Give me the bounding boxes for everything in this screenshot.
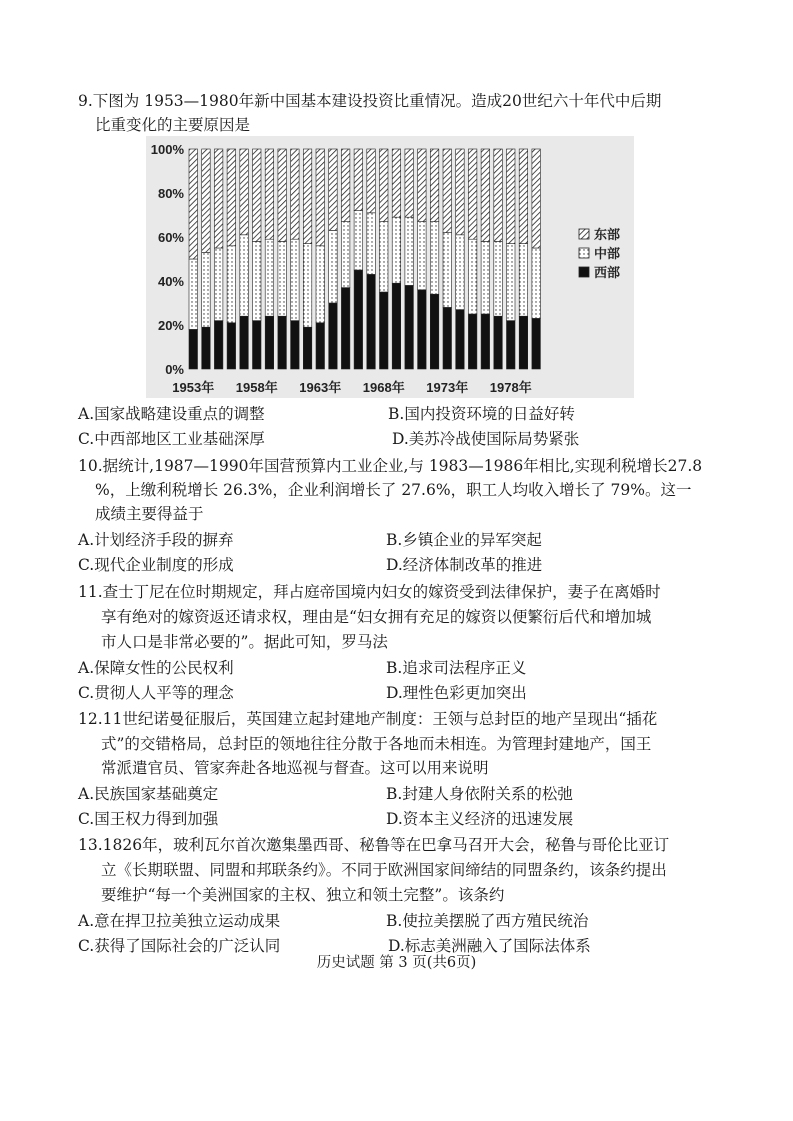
bar-1960-中部 <box>278 241 287 316</box>
bar-1963-中部 <box>316 246 325 323</box>
bar-1962-东部 <box>303 149 312 244</box>
bar-1971-东部 <box>418 149 427 222</box>
q10-option-a[interactable]: A.计划经济手段的摒弃 <box>78 531 234 549</box>
bar-1979-西部 <box>519 316 528 369</box>
bar-1973-东部 <box>443 149 452 233</box>
bar-1968-西部 <box>380 292 389 369</box>
q11-option-c[interactable]: C.贯彻人人平等的理念 <box>78 684 234 702</box>
bar-1975-西部 <box>468 314 477 369</box>
bar-1973-西部 <box>443 307 452 369</box>
bar-1976-东部 <box>481 149 490 241</box>
bar-1956-中部 <box>227 246 236 323</box>
bar-1971-西部 <box>418 290 427 369</box>
bar-1970-西部 <box>405 285 414 369</box>
bar-1956-西部 <box>227 323 236 369</box>
q13-stem-line-1: 13.1826年，玻利瓦尔首次邀集墨西哥、秘鲁等在巴拿马召开大会，秘鲁与哥伦比亚订 <box>78 836 670 854</box>
bar-1976-中部 <box>481 241 490 314</box>
x-tick-label: 1958年 <box>235 380 278 395</box>
bar-1964-中部 <box>329 230 338 303</box>
q9-option-b[interactable]: B.国内投资环境的日益好转 <box>388 405 575 423</box>
bar-1960-东部 <box>278 149 287 241</box>
bar-1955-东部 <box>214 149 223 248</box>
bar-1961-东部 <box>291 149 300 239</box>
q13-option-b[interactable]: B.使拉美摆脱了西方殖民统治 <box>386 912 589 930</box>
bar-1956-东部 <box>227 149 236 246</box>
bar-1958-中部 <box>253 241 262 320</box>
bar-1978-东部 <box>507 149 516 244</box>
bar-1977-西部 <box>494 316 503 369</box>
q13-option-c[interactable]: C.获得了国际社会的广泛认同 <box>78 937 281 955</box>
q11-stem-line-3: 市人口是非常必要的”。据此可知，罗马法 <box>101 633 388 651</box>
bar-1970-东部 <box>405 149 414 217</box>
bar-1963-西部 <box>316 323 325 369</box>
q9-option-c[interactable]: C.中西部地区工业基础深厚 <box>78 430 265 448</box>
legend-swatch-东部 <box>579 229 589 239</box>
bar-1965-东部 <box>341 149 350 222</box>
bar-1975-东部 <box>468 149 477 239</box>
bar-1972-中部 <box>430 222 439 295</box>
bar-1961-中部 <box>291 239 300 320</box>
bar-1959-东部 <box>265 149 274 239</box>
x-tick-label: 1953年 <box>172 380 215 395</box>
bar-1957-西部 <box>240 316 249 369</box>
q10-stem-line-3: 成绩主要得益于 <box>95 505 204 523</box>
bar-1954-东部 <box>202 149 211 252</box>
q9-stem-line-1: 9.下图为 1953—1980年新中国基本建设投资比重情况。造成20世纪六十年代中后期 <box>78 92 662 110</box>
y-tick-label: 0% <box>165 362 184 377</box>
bar-1975-中部 <box>468 239 477 314</box>
bar-1979-东部 <box>519 149 528 244</box>
bar-1971-中部 <box>418 222 427 290</box>
bar-1969-西部 <box>392 283 401 369</box>
bar-1968-中部 <box>380 222 389 292</box>
bar-1974-西部 <box>456 310 465 369</box>
bar-1966-西部 <box>354 270 363 369</box>
q13-stem-line-3: 要维护“每一个美洲国家的主权、独立和领土完整”。该条约 <box>101 886 505 904</box>
bar-1978-中部 <box>507 244 516 321</box>
y-tick-label: 40% <box>157 274 184 289</box>
bar-1966-中部 <box>354 211 363 270</box>
legend-label: 东部 <box>594 228 621 243</box>
y-tick-label: 80% <box>157 186 184 201</box>
bar-1969-中部 <box>392 217 401 283</box>
bar-1972-东部 <box>430 149 439 222</box>
q10-stem-line-2: %，上缴利税增长 26.3%，企业利润增长了 27.6%，职工人均收入增长了 79%。这一 <box>95 481 692 499</box>
bar-1958-西部 <box>253 321 262 369</box>
q10-option-d[interactable]: D.经济体制改革的推进 <box>386 556 543 574</box>
bar-1974-东部 <box>456 149 465 235</box>
y-tick-label: 100% <box>150 142 184 157</box>
bar-1965-西部 <box>341 288 350 369</box>
q10-stem-line-1: 10.据统计,1987—1990年国营预算内工业企业,与 1983—1986年相比,实现利税增长27.8 <box>78 457 703 475</box>
bar-1972-西部 <box>430 294 439 369</box>
q13-option-a[interactable]: A.意在捍卫拉美独立运动成果 <box>78 912 281 930</box>
bar-1976-西部 <box>481 314 490 369</box>
bar-1967-中部 <box>367 213 376 275</box>
bar-1958-东部 <box>253 149 262 241</box>
bar-1955-西部 <box>214 321 223 369</box>
stacked-bar-chart <box>146 136 634 398</box>
y-tick-label: 20% <box>157 318 184 333</box>
q12-option-a[interactable]: A.民族国家基础奠定 <box>78 785 219 803</box>
q11-option-a[interactable]: A.保障女性的公民权利 <box>78 659 234 677</box>
bar-1954-中部 <box>202 252 211 327</box>
bar-1974-中部 <box>456 235 465 310</box>
bar-1959-中部 <box>265 239 274 316</box>
x-tick-label: 1963年 <box>299 380 342 395</box>
q13-stem-line-2: 立《长期联盟、同盟和邦联条约》。不同于欧洲国家间缔结的同盟条约，该条约提出 <box>101 861 667 879</box>
q12-option-b[interactable]: B.封建人身依附关系的松弛 <box>386 785 573 803</box>
y-tick-label: 60% <box>157 230 184 245</box>
x-tick-label: 1973年 <box>426 380 469 395</box>
q11-stem-line-1: 11.查士丁尼在位时期规定，拜占庭帝国境内妇女的嫁资受到法律保护，妻子在离婚时 <box>78 583 661 601</box>
q11-option-d[interactable]: D.理性色彩更加突出 <box>386 684 527 702</box>
bar-1967-西部 <box>367 274 376 369</box>
q11-option-b[interactable]: B.追求司法程序正义 <box>386 659 527 677</box>
q12-option-c[interactable]: C.国王权力得到加强 <box>78 810 219 828</box>
bar-1953-东部 <box>189 149 198 259</box>
legend-label: 中部 <box>594 247 621 262</box>
bar-1977-东部 <box>494 149 503 241</box>
bar-1979-中部 <box>519 244 528 317</box>
q13-option-d[interactable]: D.标志美洲融入了国际法体系 <box>388 937 591 955</box>
bar-1962-中部 <box>303 244 312 328</box>
bar-1965-中部 <box>341 222 350 288</box>
bar-1957-中部 <box>240 235 249 316</box>
q10-option-b[interactable]: B.乡镇企业的异军突起 <box>386 531 542 549</box>
bar-1980-中部 <box>532 248 541 318</box>
page-footer: 历史试题 第 3 页(共6页) <box>316 955 477 971</box>
x-tick-label: 1968年 <box>362 380 405 395</box>
bar-1967-东部 <box>367 149 376 213</box>
q12-option-d[interactable]: D.资本主义经济的迅速发展 <box>386 810 574 828</box>
bar-1957-东部 <box>240 149 249 235</box>
bar-1980-东部 <box>532 149 541 248</box>
q9-stem-line-2: 比重变化的主要原因是 <box>95 116 251 134</box>
bar-1977-中部 <box>494 241 503 316</box>
legend-swatch-中部 <box>579 248 589 258</box>
q9-option-d[interactable]: D.美苏冷战使国际局势紧张 <box>392 430 580 448</box>
x-tick-label: 1978年 <box>489 380 532 395</box>
legend-label: 西部 <box>594 266 621 281</box>
q10-option-c[interactable]: C.现代企业制度的形成 <box>78 556 234 574</box>
bar-1962-西部 <box>303 327 312 369</box>
bar-1968-东部 <box>380 149 389 222</box>
bar-1954-西部 <box>202 327 211 369</box>
bar-1980-西部 <box>532 318 541 369</box>
bar-1963-东部 <box>316 149 325 246</box>
bar-1960-西部 <box>278 316 287 369</box>
bar-1978-西部 <box>507 321 516 369</box>
bar-1966-东部 <box>354 149 363 211</box>
q12-stem-line-3: 常派遣官员、管家奔赴各地巡视与督查。这可以用来说明 <box>101 759 489 777</box>
bar-1970-中部 <box>405 217 414 285</box>
bar-1953-西部 <box>189 329 198 369</box>
bar-1964-西部 <box>329 303 338 369</box>
q12-stem-line-1: 12.11世纪诺曼征服后，英国建立起封建地产制度：王领与总封臣的地产呈现出“插花 <box>78 710 658 728</box>
q12-stem-line-2: 式”的交错格局，总封臣的领地往往分散于各地而未相连。为管理封建地产，国王 <box>101 735 652 753</box>
bar-1959-西部 <box>265 316 274 369</box>
investment-chart <box>146 136 634 398</box>
bar-1973-中部 <box>443 233 452 308</box>
bar-1953-中部 <box>189 259 198 329</box>
bar-1964-东部 <box>329 149 338 230</box>
q9-option-a[interactable]: A.国家战略建设重点的调整 <box>78 405 265 423</box>
bar-1955-中部 <box>214 248 223 321</box>
legend-swatch-西部 <box>579 267 589 277</box>
q11-stem-line-2: 享有绝对的嫁资返还请求权，理由是“妇女拥有充足的嫁资以便繁衍后代和增加城 <box>101 608 652 626</box>
bar-1961-西部 <box>291 321 300 369</box>
bar-1969-东部 <box>392 149 401 217</box>
